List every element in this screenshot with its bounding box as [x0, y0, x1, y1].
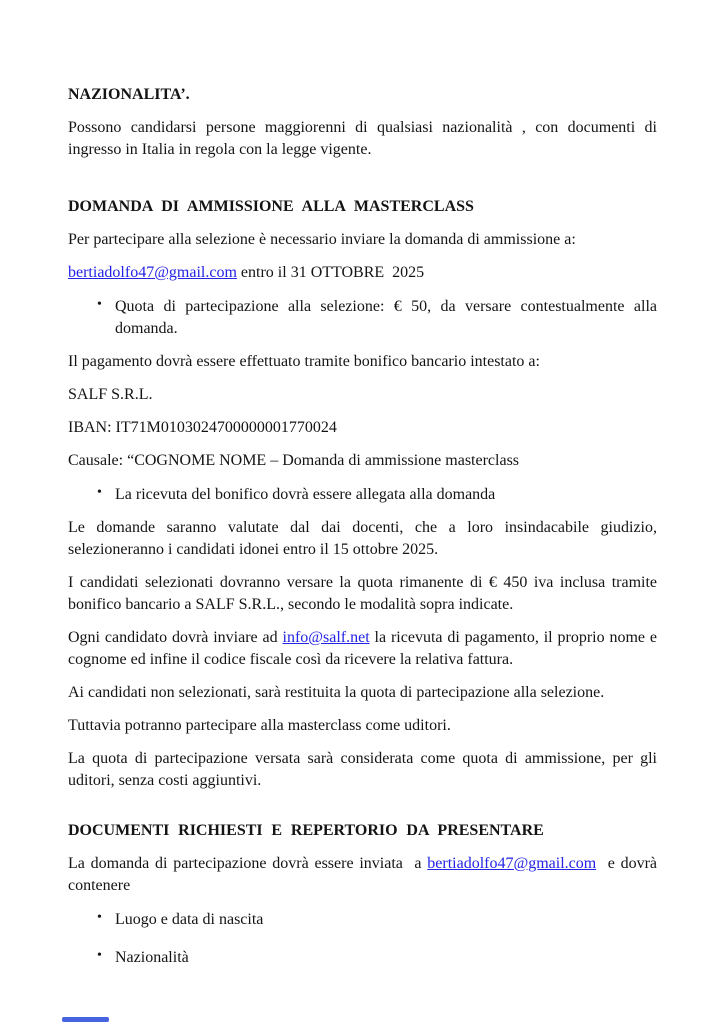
para-pagamento: Il pagamento dovrà essere effettuato tramite bonifico bancario intestato a:	[68, 353, 540, 370]
para-causale: Causale: “COGNOME NOME – Domanda di ammissione masterclass	[68, 452, 520, 469]
para-rimborso: Ai candidati non selezionati, sarà restituita la quota di partecipazione alla selezione.	[68, 684, 605, 701]
list-item-luogo-nascita: • Luogo e data di nascita	[68, 909, 657, 931]
para-domanda-pre-text: La domanda di partecipazione dovrà essere inviata a	[68, 855, 428, 872]
para-domanda-post-text: e dovrà contenere	[68, 855, 662, 894]
para-fattura-pre-text: Ogni candidato dovrà inviare ad	[68, 629, 283, 646]
list-item-nazionalita: • Nazionalità	[68, 947, 657, 969]
email-deadline-text: entro il 31 OTTOBRE 2025	[236, 264, 425, 281]
para-quota-uditori: La quota di partecipazione versata sarà considerata come quota di ammissione, per gli uditori, senza costi aggiuntivi.	[68, 750, 657, 789]
email-link-domanda[interactable]: bertiadolfo47@gmail.com	[68, 264, 237, 281]
para-fattura-post-text: la ricevuta di pagamento, il proprio nome e cognome ed infine il codice fiscale così da ricevere la relativa fattura.	[68, 629, 657, 668]
list-ricevuta	[68, 484, 657, 506]
heading-nazionalita: NAZIONALITA’.	[68, 86, 190, 103]
para-fattura	[68, 627, 657, 671]
list-item-ricevuta: • La ricevuta del bonifico dovrà essere allegata alla domanda	[68, 484, 657, 506]
heading-domanda-ammissione: DOMANDA DI AMMISSIONE ALLA MASTERCLASS	[68, 198, 474, 215]
para-valutazione: Le domande saranno valutate dal dai docenti, che a loro insindacabile giudizio, selezioneranno i candidati idonei entro il 15 ottobre 2025.	[68, 519, 657, 558]
clipped-link-fragment	[62, 1017, 109, 1022]
para-payee: SALF S.R.L.	[68, 386, 153, 403]
para-uditori: Tuttavia potranno partecipare alla masterclass come uditori.	[68, 717, 451, 734]
list-documenti	[68, 909, 657, 969]
para-intro-selezione: Per partecipare alla selezione è necessario inviare la domanda di ammissione a:	[68, 231, 576, 248]
para-email-scadenza	[68, 262, 657, 284]
heading-documenti-richiesti: DOCUMENTI RICHIESTI E REPERTORIO DA PRESENTARE	[68, 822, 544, 839]
para-nazionalita: Possono candidarsi persone maggiorenni di qualsiasi nazionalità , con documenti di ingresso in Italia in regola con la legge vigente.	[68, 119, 657, 158]
email-link-info-salf[interactable]: info@salf.net	[282, 629, 370, 646]
para-iban: IBAN: IT71M0103024700000001770024	[68, 419, 337, 436]
para-domanda-contenuto	[68, 853, 662, 897]
list-item-quota: • Quota di partecipazione alla selezione: € 50, da versare contestualmente alla domanda.	[68, 296, 657, 340]
list-quota	[68, 296, 657, 340]
email-link-documenti[interactable]: bertiadolfo47@gmail.com	[427, 855, 597, 872]
para-saldo: I candidati selezionati dovranno versare la quota rimanente di € 450 iva inclusa tramite bonifico bancario a SALF S.R.L., secondo le modalità sopra indicate.	[68, 574, 657, 613]
